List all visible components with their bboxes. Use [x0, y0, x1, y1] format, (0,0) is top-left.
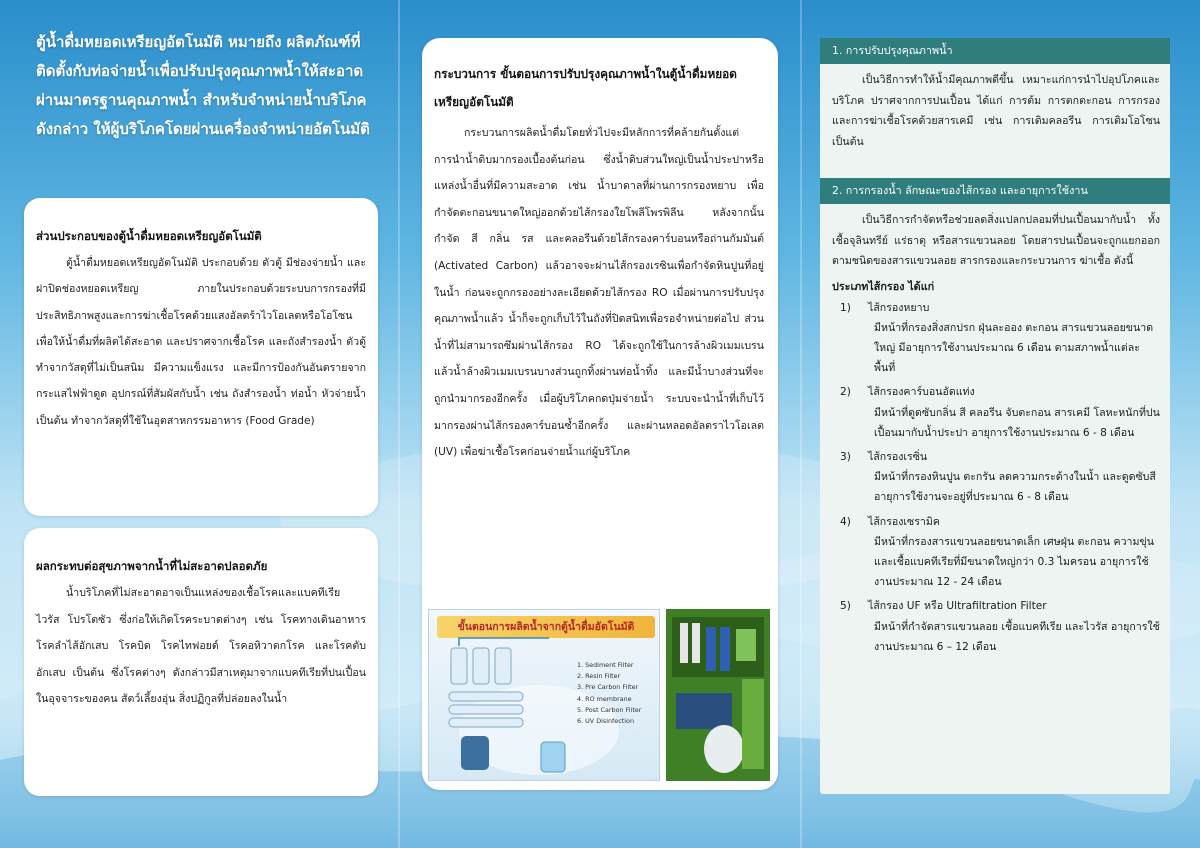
machine-photo: [666, 609, 770, 781]
filter-type-item: [820, 382, 1170, 443]
section2-body: เป็นวิธีการกำจัดหรือช่วยลดสิ่งแปลกปลอมที่ปนเปื้อนมากับน้ำ ทั้งเชื้อจุลินทรีย์ แร่ธาตุ หรือสารแขวนลอย โดยสารปนเปื้อนจะถูกแยกออกตามชนิดของสารแขวนลอย สารกรองและกระบวนการ ฆ่าเชื้อ ดังนี้: [832, 214, 1160, 267]
type-number: 4): [840, 515, 851, 528]
filter-item: 2. Resin Filter: [577, 672, 621, 681]
filter-type-item: [820, 447, 1170, 508]
type-description: มีหน้าที่กรองสิ่งสกปรก ฝุ่นละออง ตะกอน สารแขวนลอยขนาดใหญ่ มีอายุการใช้งานประมาณ 6 เดือน ตามสภาพน้ำแต่ละพื้นที่: [874, 321, 1154, 375]
health-body: น้ำบริโภคที่ไม่สะอาดอาจเป็นแหล่งของเชื้อโรคและแบคทีเรีย ไวรัส โปรโตซัว ซึ่งก่อให้เกิดโรคระบาดต่างๆ เช่น โรคทางเดินอาหาร โรคลำไส้อักเสบ โรคบิด โรคไทฟอยด์ โรคอหิวาตกโรค และโรคตับอักเสบ เป็นต้น ซึ่งโรคต่างๆ ดังกล่าวมีสาเหตุมาจากแบคทีเรียที่ปนเปื้อนในอุจจาระของคน สัตว์เลี้ยงอุ่น สิ่งปฏิกูลที่ปล่อยลงในน้ำ: [36, 587, 366, 706]
type-name: ไส้กรอง UF หรือ Ultrafiltration Filter: [868, 600, 1047, 613]
type-description: มีหน้าที่กรองหินปูน ตะกรัน ลดความกระด้างในน้ำ และดูดซับสี อายุการใช้งานจะอยู่ที่ประมาณ 6 - 8 เดือน: [874, 471, 1156, 504]
components-body: ตู้น้ำดื่มหยอดเหรียญอัตโนมัติ ประกอบด้วย ตัวตู้ มีช่องจ่ายน้ำ และฝาปิดช่องหยอดเหรียญ ภายในประกอบด้วยระบบการกรองที่มีประสิทธิภาพสูงและการฆ่าเชื้อโรคด้วยแสงอัลตร้าไวโอเลตหรือโอโซน เพื่อให้น้ำดื่มที่ผลิตได้สะอาด และปราศจากเชื้อโรค และถังสำรองน้ำ ตัวตู้ทำจากวัสดุที่ไม่เป็นสนิม มีความแข็งแรง และมีการป้องกันอันตรายจากกระแสไฟฟ้าดูด อุปกรณ์ที่สัมผัสกับน้ำ เช่น ถังสำรองน้ำ ท่อน้ำ หัวจ่ายน้ำ เป็นต้น ทำจากวัสดุที่ใช้ในอุตสาหกรรมอาหาร (Food Grade): [36, 257, 366, 427]
filter-info-panel: [820, 38, 1170, 794]
type-name: ไส้กรองหยาบ: [868, 301, 930, 314]
section1-body: เป็นวิธีการทำให้น้ำมีคุณภาพดีขึ้น เหมาะแก่การนำไปอุปโภคและบริโภค ปราศจากการปนเปื้อน ได้แก่ การต้ม การตกตะกอน การกรอง และการฆ่าเชื้อโรคด้วยสารเคมี เช่น การเติมคลอรีน การเติมโอโซน เป็นต้น: [832, 74, 1160, 148]
type-number: 1): [840, 301, 851, 314]
machine-interior-illustration: [666, 609, 770, 781]
intro-heading: ตู้น้ำดื่มหยอดเหรียญอัตโนมัติ หมายถึง ผลิตภัณฑ์ที่ติดตั้งกับท่อจ่ายน้ำเพื่อปรับปรุงคุณภาพน้ำให้สะอาดผ่านมาตรฐานคุณภาพน้ำ สำหรับจำหน่ายน้ำบริโภคดังกล่าว ให้ผู้บริโภคโดยผ่านเครื่องจำหน่ายอัตโนมัติ: [36, 33, 370, 138]
type-description: มีหน้าที่ดูดซับกลิ่น สี คลอรีน จับตะกอน สารเคมี โลหะหนักที่ปนเปื้อนมากับน้ำประปา อายุการใช้งานประมาณ 6 - 8 เดือน: [874, 406, 1160, 439]
filter-item: 1. Sediment Filter: [577, 661, 634, 669]
type-name: ไส้กรองคาร์บอนอัดแท่ง: [868, 386, 975, 399]
filter-type-item: [820, 512, 1170, 593]
type-number: 3): [840, 450, 851, 463]
filter-type-item: [820, 596, 1170, 657]
type-description: มีหน้าที่กำจัดสารแขวนลอย เชื้อแบคทีเรีย และไวรัส อายุการใช้งานประมาณ 6 – 12 เดือน: [874, 620, 1160, 653]
filter-item: 6. UV Disinfection: [577, 717, 634, 726]
section1-header: 1. การปรับปรุงคุณภาพน้ำ: [820, 38, 1170, 64]
process-body: กระบวนการผลิตน้ำดื่มโดยทั่วไปจะมีหลักการที่คล้ายกันตั้งแต่การนำน้ำดิบมากรองเบื้องต้นก่อน ซึ่งน้ำดิบส่วนใหญ่เป็นน้ำประปาหรือแหล่งน้ำอื่นที่มีความสะอาด เช่น น้ำบาดาลที่ผ่านการกรองหยาบ เพื่อกำจัดตะกอนขนาดใหญ่ออกด้วยไส้กรองใยโพลีโพรพิลีน หลังจากนั้นกำจัด สี กลิ่น รส และคลอรีนด้วยไส้กรองคาร์บอนหรือถ่านกัมมันต์ (Activated Carbon) แล้วอาจจะผ่านไส้กรองเรซินเพื่อกำจัดหินปูนที่อยู่ในน้ำ ก่อนจะถูกกรองอย่างละเอียดด้วยไส้กรอง RO เมื่อผ่านการปรับปรุงคุณภาพน้ำแล้ว น้ำก็จะถูกเก็บไว้ในถังที่ปิดสนิทเพื่อรอจำหน่ายต่อไป ส่วนน้ำที่ไม่สามารถซึมผ่านไส้กรอง RO ได้จะถูกใช้ในการล้างผิวเมมเบรน แล้วน้ำล้างผิวเมมเบรนบางส่วนถูกทิ้งผ่านท่อน้ำทิ้ง และมีน้ำบางส่วนที่จะถูกนำมากรองอีกครั้ง เมื่อผู้บริโภคกดปุ่มจ่ายน้ำ ระบบจะนำน้ำที่เก็บไว้มากรองผ่านไส้กรองคาร์บอนซ้ำอีกครั้ง และผ่านหลอดอัลตราไวโอเลต (UV) เพื่อฆ่าเชื้อโรคก่อนจ่ายน้ำแก่ผู้บริโภค: [434, 127, 764, 459]
components-title: ส่วนประกอบของตู้น้ำดื่มหยอดเหรียญอัตโนมัติ: [36, 229, 262, 243]
filter-item: 4. RO membrane: [577, 694, 632, 703]
type-number: 5): [840, 600, 851, 613]
types-label: ประเภทไส้กรอง ได้แก่: [832, 279, 935, 293]
diagram-title: ขั้นตอนการผลิตน้ำจากตู้น้ำดื่มอัตโนมัติ: [437, 616, 655, 638]
type-name: ไส้กรองเซรามิค: [868, 515, 940, 528]
health-card: [24, 528, 378, 796]
filter-list: [577, 660, 641, 727]
components-card: [24, 198, 378, 516]
process-title: กระบวนการ ขั้นตอนการปรับปรุงคุณภาพน้ำในตู้น้ำดื่มหยอดเหรียญอัตโนมัติ: [434, 67, 737, 109]
panel-divider-right: [800, 0, 802, 848]
type-name: ไส้กรองเรซิ่น: [868, 450, 928, 463]
health-title: ผลกระทบต่อสุขภาพจากน้ำที่ไม่สะอาดปลอดภัย: [36, 559, 268, 573]
type-number: 2): [840, 386, 851, 399]
section2-header: 2. การกรองน้ำ ลักษณะของไส้กรอง และอายุการใช้งาน: [820, 178, 1170, 204]
panel-divider-left: [398, 0, 400, 848]
process-diagram-image: [428, 609, 660, 781]
filter-item: 3. Pre Carbon Filter: [577, 683, 639, 692]
filter-type-item: [820, 298, 1170, 379]
type-description: มีหน้าที่กรองสารแขวนลอยขนาดเล็ก เศษฝุ่น ตะกอน ความขุ่น และเชื้อแบคทีเรียที่มีขนาดใหญ่กว่า 0.3 ไมครอน อายุการใช้งานประมาณ 12 - 24 เดือน: [874, 535, 1154, 589]
filter-item: 5. Post Carbon Filter: [577, 705, 642, 714]
